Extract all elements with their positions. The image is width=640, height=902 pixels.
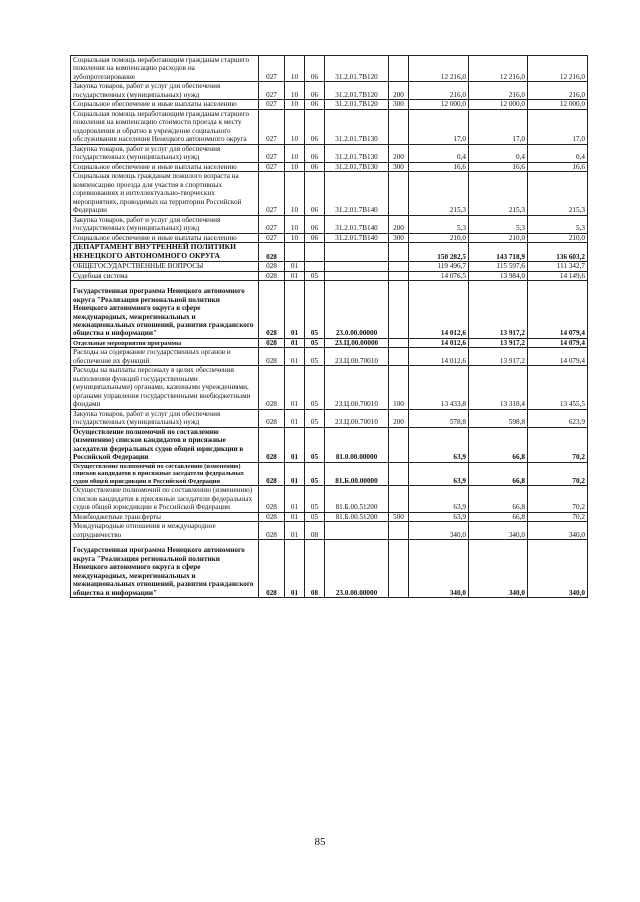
item-name: Осуществление полномочий по составлению (изменению) списков кандидатов в присяжные заседатели федеральных судов общей юрисдикции в Российской Федерации <box>71 462 259 486</box>
target-article-code: 23.Ц.00.70010 <box>325 366 389 409</box>
amount-year-2: 216,0 <box>469 82 528 100</box>
amount-year-1: 210,0 <box>409 233 469 242</box>
amount-year-2: 143 718,9 <box>469 243 528 262</box>
table-row <box>71 409 588 427</box>
target-article-code: 81.Б.00.51200 <box>325 512 389 521</box>
expense-type-code: 500 <box>389 512 409 521</box>
amount-year-2: 598,8 <box>469 409 528 427</box>
ministry-code: 027 <box>259 172 285 215</box>
expense-type-code <box>389 262 409 271</box>
ministry-code: 028 <box>259 486 285 512</box>
amount-year-2: 66,8 <box>469 462 528 486</box>
subsection-code: 06 <box>305 109 325 144</box>
ministry-code: 028 <box>259 427 285 462</box>
section-code: 01 <box>285 540 305 598</box>
expense-type-code: 200 <box>389 215 409 233</box>
subsection-code: 05 <box>305 462 325 486</box>
amount-year-1: 14 076,5 <box>409 271 469 280</box>
amount-year-3: 623,9 <box>528 409 588 427</box>
section-code: 01 <box>285 348 305 366</box>
section-code: 10 <box>285 172 305 215</box>
subsection-code: 06 <box>305 172 325 215</box>
subsection-code: 06 <box>305 215 325 233</box>
target-article-code: 81.Б.00.00000 <box>325 462 389 486</box>
target-article-code: 81.0.00.00000 <box>325 427 389 462</box>
expense-type-code <box>389 281 409 339</box>
section-code: 10 <box>285 233 305 242</box>
subsection-code: 05 <box>305 486 325 512</box>
table-row <box>71 243 588 262</box>
budget-table <box>70 55 588 598</box>
amount-year-1: 340,0 <box>409 540 469 598</box>
subsection-code <box>305 262 325 271</box>
section-code <box>285 243 305 262</box>
target-article-code: 31.2.01.7В130 <box>325 144 389 162</box>
amount-year-1: 16,6 <box>409 162 469 171</box>
subsection-code <box>305 243 325 262</box>
expense-type-code <box>389 109 409 144</box>
target-article-code: 23.Ц.00.70010 <box>325 409 389 427</box>
expense-type-code <box>389 427 409 462</box>
table-row <box>71 540 588 598</box>
target-article-code: 31.2.01.7В120 <box>325 56 389 82</box>
amount-year-3: 0,4 <box>528 144 588 162</box>
table-row <box>71 162 588 171</box>
expense-type-code: 200 <box>389 144 409 162</box>
amount-year-3: 70,2 <box>528 427 588 462</box>
amount-year-3: 5,3 <box>528 215 588 233</box>
subsection-code: 08 <box>305 540 325 598</box>
expense-type-code <box>389 172 409 215</box>
amount-year-2: 17,0 <box>469 109 528 144</box>
amount-year-1: 63,9 <box>409 486 469 512</box>
item-name: Судебная система <box>71 271 259 280</box>
amount-year-2: 115 597,6 <box>469 262 528 271</box>
amount-year-3: 17,0 <box>528 109 588 144</box>
amount-year-1: 14 012,6 <box>409 281 469 339</box>
ministry-code: 028 <box>259 281 285 339</box>
amount-year-2: 66,8 <box>469 427 528 462</box>
target-article-code: 31.2.01.7В140 <box>325 233 389 242</box>
section-code: 10 <box>285 144 305 162</box>
ministry-code: 028 <box>259 271 285 280</box>
ministry-code: 027 <box>259 82 285 100</box>
expense-type-code <box>389 348 409 366</box>
amount-year-2: 0,4 <box>469 144 528 162</box>
subsection-code: 06 <box>305 144 325 162</box>
section-code: 10 <box>285 82 305 100</box>
amount-year-2: 13 318,4 <box>469 366 528 409</box>
item-name: Закупка товаров, работ и услуг для обеспечения государственных (муниципальных) нужд <box>71 144 259 162</box>
item-name: Международные отношения и международное сотрудничество <box>71 522 259 540</box>
amount-year-2: 215,3 <box>469 172 528 215</box>
amount-year-1: 12 216,0 <box>409 56 469 82</box>
expense-type-code <box>389 243 409 262</box>
table-row <box>71 82 588 100</box>
table-row <box>71 262 588 271</box>
target-article-code <box>325 262 389 271</box>
item-name: ОБЩЕГОСУДАРСТВЕННЫЕ ВОПРОСЫ <box>71 262 259 271</box>
amount-year-1: 63,9 <box>409 427 469 462</box>
section-code: 01 <box>285 338 305 347</box>
amount-year-1: 5,3 <box>409 215 469 233</box>
subsection-code: 05 <box>305 281 325 339</box>
item-name: Осуществление полномочий по составлению (изменению) списков кандидатов в присяжные заседатели федеральных судов общей юрисдикции в Российской Федерации <box>71 486 259 512</box>
target-article-code: 31.2.01.7В120 <box>325 82 389 100</box>
expense-type-code: 200 <box>389 409 409 427</box>
amount-year-3: 136 603,2 <box>528 243 588 262</box>
target-article-code: 31.2.01.7В130 <box>325 109 389 144</box>
amount-year-2: 210,0 <box>469 233 528 242</box>
amount-year-1: 150 282,5 <box>409 243 469 262</box>
ministry-code: 028 <box>259 338 285 347</box>
amount-year-2: 340,0 <box>469 522 528 540</box>
amount-year-3: 70,2 <box>528 512 588 521</box>
expense-type-code <box>389 338 409 347</box>
ministry-code: 028 <box>259 262 285 271</box>
subsection-code: 06 <box>305 56 325 82</box>
subsection-code: 06 <box>305 100 325 109</box>
target-article-code: 23.0.00.00000 <box>325 281 389 339</box>
expense-type-code: 200 <box>389 82 409 100</box>
item-name: Социальная помощь гражданам пожилого возраста на компенсацию проезда для участия в спортивных соревнованиях и интеллектуально-творческих мероприятиях, проводимых на территории Российской Федерации <box>71 172 259 215</box>
ministry-code: 028 <box>259 462 285 486</box>
amount-year-1: 63,9 <box>409 462 469 486</box>
subsection-code: 05 <box>305 338 325 347</box>
table-row <box>71 348 588 366</box>
amount-year-3: 210,0 <box>528 233 588 242</box>
amount-year-1: 13 433,8 <box>409 366 469 409</box>
item-name: ДЕПАРТАМЕНТ ВНУТРЕННЕЙ ПОЛИТИКИ НЕНЕЦКОГО АВТОНОМНОГО ОКРУГА <box>71 243 259 262</box>
amount-year-3: 70,2 <box>528 486 588 512</box>
section-code: 01 <box>285 366 305 409</box>
target-article-code: 23.Ц.00.00000 <box>325 338 389 347</box>
amount-year-3: 215,3 <box>528 172 588 215</box>
expense-type-code: 100 <box>389 366 409 409</box>
section-code: 10 <box>285 56 305 82</box>
table-row <box>71 172 588 215</box>
table-row <box>71 56 588 82</box>
ministry-code: 027 <box>259 56 285 82</box>
item-name: Социальная помощь неработающим гражданам старшего поколения на компенсацию стоимости проезда к месту оздоровления и обратно в учреждение социального обслуживания населения Ненецкого автономного округа <box>71 109 259 144</box>
table-row <box>71 522 588 540</box>
subsection-code: 05 <box>305 271 325 280</box>
amount-year-2: 340,0 <box>469 540 528 598</box>
expense-type-code <box>389 462 409 486</box>
amount-year-2: 13 917,2 <box>469 281 528 339</box>
amount-year-2: 13 917,2 <box>469 348 528 366</box>
section-code: 01 <box>285 427 305 462</box>
amount-year-1: 12 000,0 <box>409 100 469 109</box>
amount-year-1: 578,8 <box>409 409 469 427</box>
expense-type-code <box>389 540 409 598</box>
amount-year-1: 216,0 <box>409 82 469 100</box>
amount-year-3: 14 079,4 <box>528 338 588 347</box>
section-code: 01 <box>285 462 305 486</box>
amount-year-1: 0,4 <box>409 144 469 162</box>
section-code: 01 <box>285 262 305 271</box>
amount-year-2: 66,8 <box>469 512 528 521</box>
amount-year-1: 17,0 <box>409 109 469 144</box>
section-code: 01 <box>285 281 305 339</box>
section-code: 01 <box>285 486 305 512</box>
item-name: Осуществление полномочий по составлению (изменению) списков кандидатов в присяжные заседатели федеральных судов общей юрисдикции в Российской Федерации <box>71 427 259 462</box>
ministry-code: 028 <box>259 366 285 409</box>
table-row <box>71 486 588 512</box>
amount-year-2: 12 216,0 <box>469 56 528 82</box>
item-name: Отдельные мероприятия программы <box>71 338 259 347</box>
amount-year-3: 340,0 <box>528 540 588 598</box>
target-article-code: 31.2.01.7В130 <box>325 162 389 171</box>
amount-year-3: 12 216,0 <box>528 56 588 82</box>
item-name: Социальное обеспечение и иные выплаты населению <box>71 100 259 109</box>
amount-year-3: 70,2 <box>528 462 588 486</box>
amount-year-3: 14 079,4 <box>528 281 588 339</box>
table-row <box>71 427 588 462</box>
expense-type-code <box>389 486 409 512</box>
amount-year-3: 12 000,0 <box>528 100 588 109</box>
ministry-code: 028 <box>259 409 285 427</box>
ministry-code: 027 <box>259 233 285 242</box>
ministry-code: 027 <box>259 162 285 171</box>
subsection-code: 08 <box>305 522 325 540</box>
ministry-code: 028 <box>259 512 285 521</box>
target-article-code: 31.2.01.7В140 <box>325 172 389 215</box>
ministry-code: 027 <box>259 144 285 162</box>
item-name: Расходы на выплаты персоналу в целях обеспечения выполнения функций государственными (муниципальными) органами, казенными учреждениями, органами управления государственными внебюджетными фондами <box>71 366 259 409</box>
amount-year-2: 12 000,0 <box>469 100 528 109</box>
item-name: Межбюджетные трансферты <box>71 512 259 521</box>
table-row <box>71 144 588 162</box>
amount-year-2: 5,3 <box>469 215 528 233</box>
ministry-code: 028 <box>259 348 285 366</box>
expense-type-code: 300 <box>389 100 409 109</box>
amount-year-3: 13 455,5 <box>528 366 588 409</box>
amount-year-1: 340,0 <box>409 522 469 540</box>
subsection-code: 05 <box>305 512 325 521</box>
table-body <box>71 56 588 598</box>
ministry-code: 028 <box>259 243 285 262</box>
subsection-code: 05 <box>305 427 325 462</box>
table-row <box>71 366 588 409</box>
amount-year-2: 13 917,2 <box>469 338 528 347</box>
amount-year-1: 63,9 <box>409 512 469 521</box>
subsection-code: 05 <box>305 366 325 409</box>
amount-year-2: 13 984,0 <box>469 271 528 280</box>
amount-year-1: 215,3 <box>409 172 469 215</box>
amount-year-3: 16,6 <box>528 162 588 171</box>
section-code: 01 <box>285 512 305 521</box>
item-name: Закупка товаров, работ и услуг для обеспечения государственных (муниципальных) нужд <box>71 409 259 427</box>
ministry-code: 027 <box>259 109 285 144</box>
table-row <box>71 281 588 339</box>
section-code: 01 <box>285 522 305 540</box>
ministry-code: 027 <box>259 215 285 233</box>
section-code: 10 <box>285 100 305 109</box>
amount-year-1: 14 012,6 <box>409 348 469 366</box>
amount-year-3: 111 342,7 <box>528 262 588 271</box>
subsection-code: 06 <box>305 82 325 100</box>
table-row <box>71 109 588 144</box>
target-article-code: 31.2.01.7В120 <box>325 100 389 109</box>
amount-year-1: 14 012,6 <box>409 338 469 347</box>
ministry-code: 027 <box>259 100 285 109</box>
target-article-code: 23.Ц.00.70010 <box>325 348 389 366</box>
target-article-code: 81.Б.00.51200 <box>325 486 389 512</box>
expense-type-code: 300 <box>389 233 409 242</box>
ministry-code: 028 <box>259 522 285 540</box>
subsection-code: 06 <box>305 162 325 171</box>
subsection-code: 06 <box>305 233 325 242</box>
subsection-code: 05 <box>305 348 325 366</box>
section-code: 01 <box>285 271 305 280</box>
item-name: Социальное обеспечение и иные выплаты населению <box>71 162 259 171</box>
target-article-code: 31.2.01.7В140 <box>325 215 389 233</box>
table-row <box>71 338 588 347</box>
ministry-code: 028 <box>259 540 285 598</box>
section-code: 01 <box>285 409 305 427</box>
table-row <box>71 100 588 109</box>
target-article-code <box>325 243 389 262</box>
section-code: 10 <box>285 109 305 144</box>
table-row <box>71 215 588 233</box>
amount-year-3: 14 149,6 <box>528 271 588 280</box>
section-code: 10 <box>285 215 305 233</box>
item-name: Социальное обеспечение и иные выплаты населению <box>71 233 259 242</box>
table-row <box>71 271 588 280</box>
table-row <box>71 512 588 521</box>
expense-type-code <box>389 522 409 540</box>
item-name: Государственная программа Ненецкого автономного округа "Реализация региональной политики Ненецкого автономного округа в сфере международных, межрегиональных и межнациональных отношений, развития гражданского общества и информации" <box>71 540 259 598</box>
table-row <box>71 462 588 486</box>
item-name: Расходы на содержание государственных органов и обеспечение их функций <box>71 348 259 366</box>
page-number: 85 <box>314 836 326 848</box>
amount-year-2: 66,8 <box>469 486 528 512</box>
item-name: Социальная помощь неработающим гражданам старшего поколения на компенсацию расходов на зубопротезирование <box>71 56 259 82</box>
item-name: Закупка товаров, работ и услуг для обеспечения государственных (муниципальных) нужд <box>71 215 259 233</box>
amount-year-3: 340,0 <box>528 522 588 540</box>
amount-year-3: 216,0 <box>528 82 588 100</box>
expense-type-code <box>389 56 409 82</box>
target-article-code <box>325 271 389 280</box>
subsection-code: 05 <box>305 409 325 427</box>
item-name: Государственная программа Ненецкого автономного округа "Реализация региональной политики Ненецкого автономного округа в сфере международных, межрегиональных и межнациональных отношений, развития гражданского общества и информации" <box>71 281 259 339</box>
amount-year-2: 16,6 <box>469 162 528 171</box>
target-article-code <box>325 522 389 540</box>
expense-type-code <box>389 271 409 280</box>
expense-type-code: 300 <box>389 162 409 171</box>
amount-year-1: 119 496,7 <box>409 262 469 271</box>
amount-year-3: 14 079,4 <box>528 348 588 366</box>
item-name: Закупка товаров, работ и услуг для обеспечения государственных (муниципальных) нужд <box>71 82 259 100</box>
section-code: 10 <box>285 162 305 171</box>
target-article-code: 23.0.00.00000 <box>325 540 389 598</box>
